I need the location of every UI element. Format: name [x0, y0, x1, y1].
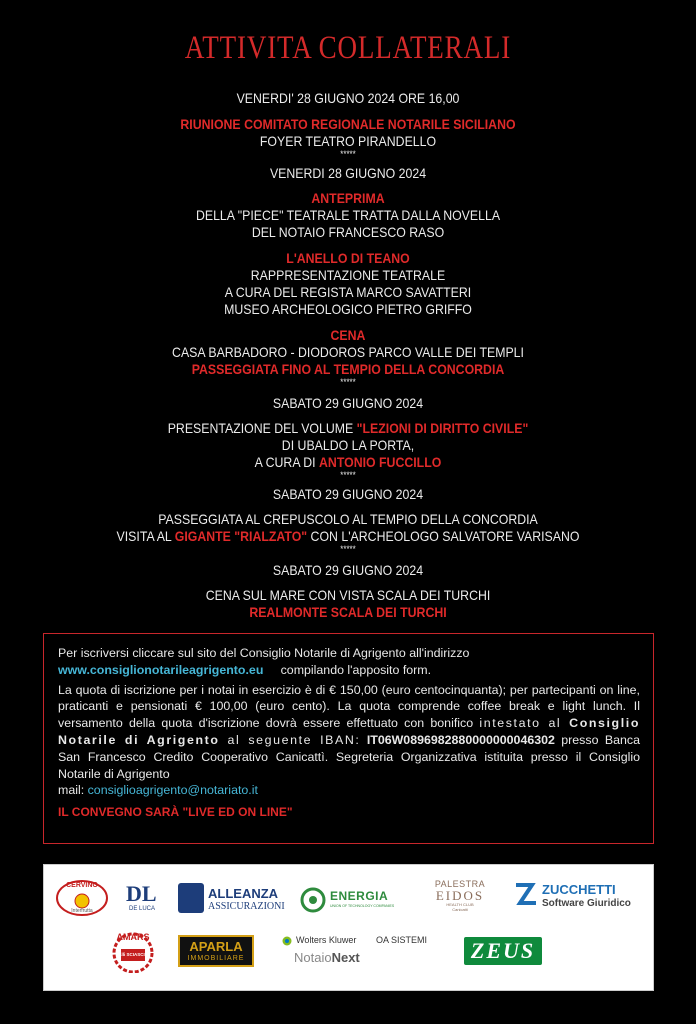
event-line [42, 420, 654, 437]
event-line: RAPPRESENTAZIONE TEATRALE [250, 267, 446, 283]
zucchetti-name: ZUCCHETTI [542, 882, 616, 897]
separator-stars: ***** [340, 377, 356, 387]
alleanza-name: ALLEANZA [208, 886, 279, 901]
fee-paragraph [58, 682, 640, 783]
eidos-name: EIDOS [435, 888, 485, 903]
event-line: CENA SUL MARE CON VISTA SCALA DEI TURCHI [205, 587, 491, 603]
event-date: VENERDI' 28 GIUGNO 2024 ORE 16,00 [236, 90, 460, 106]
deluca-logo [126, 881, 162, 915]
energia-tagline: UNION OF TECHNOLOGY COMPANIES [330, 904, 395, 908]
separator-stars: ***** [340, 149, 356, 159]
amars-logo [108, 929, 158, 973]
event-title: CENA [330, 327, 366, 343]
curator-name: ANTONIO FUCCILLO [319, 454, 442, 470]
registration-text: Per iscriversi cliccare sul sito del Consiglio Notarile di Agrigento all'indirizzo [58, 646, 470, 660]
registration-info-box [43, 633, 654, 844]
event-line: MUSEO ARCHEOLOGICO PIETRO GRIFFO [224, 301, 472, 317]
program-block-2 [0, 165, 696, 182]
cervino-logo [56, 879, 108, 917]
notaionext-next: Next [331, 950, 360, 965]
separator-stars: ***** [340, 544, 356, 554]
alleanza-subtitle: ASSICURAZIONI [208, 901, 285, 912]
event-text: A CURA DI [254, 454, 320, 470]
event-line: PASSEGGIATA AL CREPUSCOLO AL TEMPIO DELLA CONCORDIA [158, 511, 538, 527]
event-line: REALMONTE SCALA DEI TURCHI [249, 604, 447, 620]
event-text: VISITA AL [116, 528, 175, 544]
separator-stars: ***** [340, 470, 356, 480]
wolters-kluwer-icon [282, 936, 292, 946]
eidos-tagline: HEALTH CLUB [446, 902, 474, 907]
website-link[interactable]: www.consiglionotarileagrigento.eu [58, 662, 264, 677]
aparla-logo [178, 935, 254, 967]
alleanza-emblem-icon [178, 883, 204, 913]
program-block-1 [0, 90, 696, 107]
event-place: FOYER TEATRO PIRANDELLO [259, 133, 437, 149]
zeus-logo [464, 937, 548, 967]
program-block-2-body [0, 190, 696, 241]
iban-code: IT06W0896982880000000046302 [366, 732, 555, 747]
program-block-6-body [0, 511, 696, 554]
event-line: PASSEGGIATA FINO AL TEMPIO DELLA CONCORDIA [191, 361, 505, 377]
program-block-6 [0, 486, 696, 503]
event-line: CASA BARBADORO - DIODOROS PARCO VALLE DEI TEMPLI [172, 344, 524, 360]
alleanza-logo [178, 883, 286, 915]
live-notice: IL CONVEGNO SARÀ "LIVE ED ON LINE" [58, 805, 293, 820]
deluca-mark: DL [126, 881, 157, 906]
event-text: PRESENTAZIONE DEL VOLUME [167, 420, 357, 436]
event-highlight: GIGANTE "RIALZATO" [174, 528, 308, 544]
fee-text: La quota di iscrizione per i notai in esercizio è di € 150,00 (euro centocinquanta); per partecipanti on line, praticanti e pensionati € 100,00 (euro cento). La quota comprende coffee break e light lunch. Il versamento della quota d'iscrizione dovrà essere effettuato con bonifico [58, 682, 640, 731]
aparla-subtitle: IMMOBILIARE [187, 955, 245, 962]
fee-text: presso Banca San Francesco Credito Cooperativo Canicattì. Segreteria Organizzativa istituita presso il Consiglio Notarile di Agrigento [58, 732, 640, 781]
zucchetti-subtitle: Software Giuridico [542, 898, 631, 909]
event-line: DEL NOTAIO FRANCESCO RASO [251, 224, 445, 240]
eidos-logo [424, 879, 496, 919]
program-block-7-body [0, 587, 696, 621]
event-line: DELLA "PIECE" TEATRALE TRATTA DALLA NOVELLA [195, 207, 501, 223]
program-block-7 [0, 562, 696, 579]
zucchetti-logo [514, 881, 646, 913]
book-title: "LEZIONI DI DIRITTO CIVILE" [356, 420, 529, 436]
aparla-name: APARLA [189, 939, 243, 954]
energia-emblem-icon [300, 887, 326, 913]
event-date: SABATO 29 GIUGNO 2024 [272, 562, 424, 578]
zucchetti-emblem-icon [514, 883, 538, 905]
notaionext-name [294, 950, 360, 965]
event-date: SABATO 29 GIUGNO 2024 [272, 395, 424, 411]
event-title: RIUNIONE COMITATO REGIONALE NOTARILE SICILIANO [180, 116, 516, 132]
mail-label: mail: [58, 783, 88, 798]
event-date: SABATO 29 GIUGNO 2024 [272, 486, 424, 502]
page-title: ATTIVITA COLLATERALI [184, 30, 512, 66]
beneficiary-name: Consiglio Notarile di Agrigento [58, 716, 640, 747]
wolters-kluwer-name: Wolters Kluwer [296, 935, 357, 945]
wolters-notaionext-logo [282, 935, 452, 969]
program-block-1-body [0, 116, 696, 159]
zeus-name: ZEUS [470, 938, 536, 963]
eidos-city: Canicatti [452, 907, 468, 912]
fee-text: al seguente IBAN: [219, 732, 361, 747]
program-block-5 [0, 395, 696, 412]
event-text: CON L'ARCHEOLOGO SALVATORE VARISANO [307, 528, 580, 544]
eidos-palestra: PALESTRA [434, 879, 486, 889]
amars-subtitle: F.lli SCIASCIA [117, 952, 148, 957]
email-link[interactable]: consiglioagrigento@notariato.it [87, 783, 258, 798]
deluca-name: DE LUCA [129, 906, 156, 912]
event-date: VENERDI 28 GIUGNO 2024 [269, 165, 427, 181]
program-block-5-body [0, 420, 696, 480]
oa-sistemi-name: OA SISTEMI [376, 935, 428, 945]
cervino-tagline: Interfrutta [71, 908, 93, 914]
sponsors-panel [43, 864, 654, 991]
energia-name: ENERGIA [330, 889, 389, 903]
energia-logo [300, 887, 414, 913]
registration-text: compilando l'apposito form. [280, 662, 432, 677]
event-line [42, 528, 654, 545]
event-line [42, 454, 654, 471]
registration-paragraph [58, 645, 640, 679]
notaionext-notaio: Notaio [294, 950, 332, 965]
event-title: L'ANELLO DI TEANO [286, 250, 410, 266]
event-line: A CURA DEL REGISTA MARCO SAVATTERI [224, 284, 472, 300]
fee-text: intestato al [479, 716, 570, 731]
program-block-3 [0, 250, 696, 318]
event-title: ANTEPRIMA [311, 190, 385, 206]
cervino-name: CERVINO [66, 882, 98, 889]
mail-paragraph [58, 782, 640, 799]
event-line: DI UBALDO LA PORTA, [281, 437, 415, 453]
program-block-4 [0, 327, 696, 387]
amars-name: AMARS [116, 932, 150, 942]
